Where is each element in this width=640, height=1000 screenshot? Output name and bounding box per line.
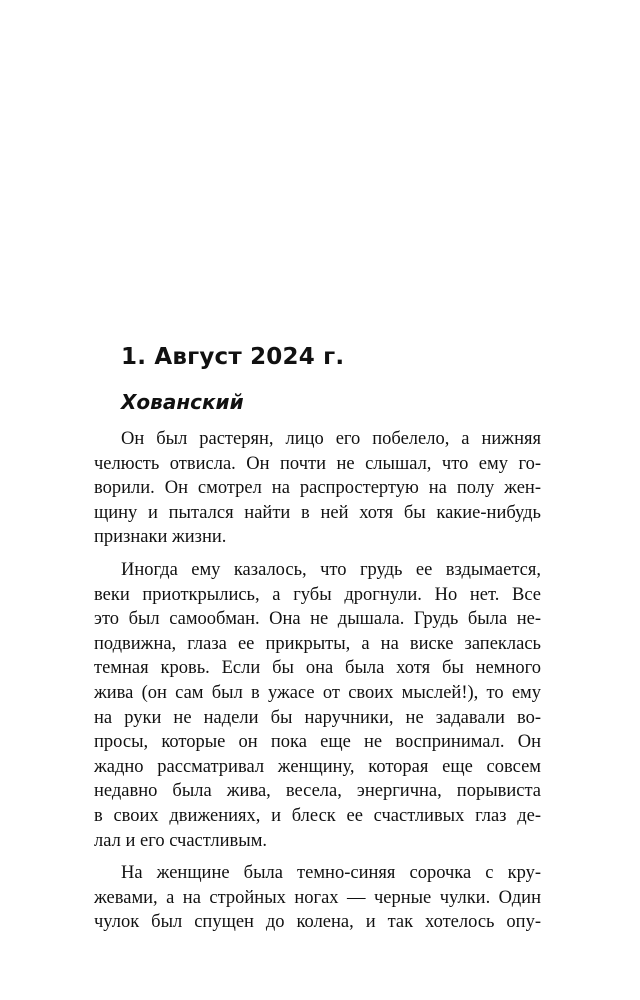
paragraph-2-line-9: жадно рассматривал женщину, которая еще совсем [94,756,541,777]
paragraph-1-line-3: ворили. Он смотрел на распростертую на полу жен- [94,478,541,499]
paragraph-2-line-11: в своих движениях, и блеск ее счастливых глаз де- [94,805,541,826]
paragraph-1-line-2: челюсть отвисла. Он почти не слышал, что ему го- [94,453,541,474]
paragraph-2-line-6: жива (он сам был в ужасе от своих мыслей!), то ему [94,682,541,703]
paragraph-1-line-1: Он был растерян, лицо его побелело, а нижняя [121,429,541,449]
paragraph-1-line-4: щину и пытался найти в ней хотя бы какие-нибудь [94,502,541,523]
paragraph-3-line-2: жевами, а на стройных ногах — черные чулки. Один [94,887,541,908]
paragraph-2-line-4: подвижна, глаза ее прикрыты, а на виске запеклась [94,633,541,654]
section-title: Хованский [121,390,244,414]
paragraph-gap [94,550,541,558]
paragraph-2-line-10: недавно была жива, весела, энергична, порывиста [94,781,541,802]
paragraph-3-line-1: На женщине была темно-синяя сорочка с кру- [121,863,541,884]
body-text [94,427,541,935]
paragraph-gap [94,853,541,861]
paragraph-2-line-3: это был самообман. Она не дышала. Грудь была не- [94,609,541,630]
paragraph-2-line-12: лал и его счастливым. [94,830,268,851]
paragraph-2-line-1: Иногда ему казалось, что грудь ее вздымается, [121,559,541,580]
paragraph-2-line-7: на руки не надели бы наручники, не задавали во- [94,707,541,728]
paragraph-2-line-2: веки приоткрылись, а губы дрогнули. Но нет. Все [94,584,541,605]
chapter-title: 1. Август 2024 г. [121,344,345,370]
paragraph-1-line-5: признаки жизни. [94,527,227,548]
paragraph-3-line-3: чулок был спущен до колена, и так хотелось опу- [94,912,541,933]
paragraph-2-line-5: темная кровь. Если бы она была хотя бы немного [94,658,541,679]
paragraph-2-line-8: просы, которые он пока еще не воспринимал. Он [94,732,541,753]
